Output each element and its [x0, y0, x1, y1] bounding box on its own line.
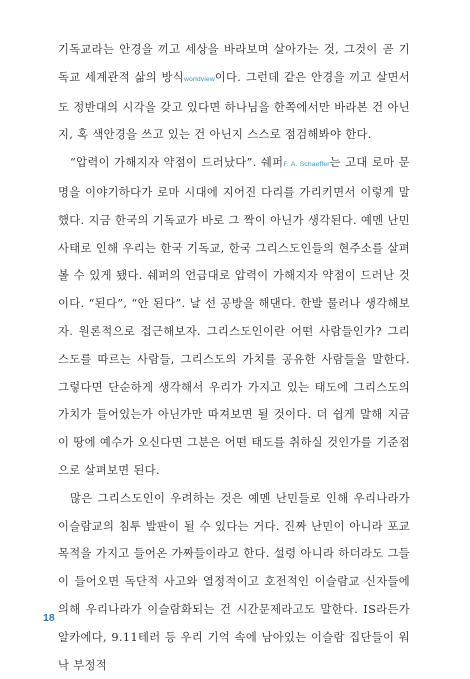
- page-body: [58, 36, 410, 679]
- page-number: 18: [43, 612, 55, 624]
- gloss-schaeffer: F. A. Schaeffer: [283, 161, 330, 169]
- paragraph-1: [58, 36, 410, 149]
- gloss-worldview: worldview: [184, 75, 215, 83]
- paragraph-1-text-a: 기독교라는 안경을 끼고 세상을 바라보며 살아가는 것, 그것이 곧 기독교 세계관적 삶의 방식: [58, 43, 410, 84]
- paragraph-3: 많은 그리스도인이 우려하는 것은 예멘 난민들로 인해 우리나라가 이슬람교의 침투 발판이 될 수 있다는 거다. 진짜 난민이 아니라 포교 목적을 가지고 들어온 가짜들이라고 한다. 설령 아니라 하더라도 그들이 들어오면 독단적 사고와 열정적이고 호전적인 이슬람교 신자들에 의해 우리나라가 이슬람화되는 건 시간문제라고도 말한다. IS라든가 알카에다, 9.11테러 등 우리 기억 속에 남아있는 이슬람 집단들이 워낙 부정적: [58, 491, 410, 672]
- paragraph-2-text-b: 는 고대 로마 문명을 이야기하다가 로마 시대에 지어진 다리를 가리키면서 이렇게 말했다. 지금 한국의 기독교가 바로 그 짝이 아닌가 생각된다. 예멘 난민 사태로 인해 우리는 한국 기독교, 한국 그리스도인들의 현주소를 살펴볼 수 있게 됐다. 쉐퍼의 언급대로 압력이 가해지자 약점이 드러난 것이다. “된다”, “안 된다”. 날 선 공방을 해댄다. 한발 물러나 생각해보자. 원론적으로 접근해보자. 그리스도인이란 어떤 사람들인가? 그리스도를 따르는 사람들, 그리스도의 가치를 공유한 사람들을 말한다. 그렇다면 단순하게 생각해서 우리가 가지고 있는 태도에 그리스도의 가치가 들어있는가 아닌가만 따져보면 될 것이다. 더 쉽게 말해 지금 이 땅에 예수가 오신다면 그분은 어떤 태도를 취하실 것인가를 기준점으로 살펴보면 된다.: [58, 156, 410, 477]
- paragraph-1-text-b: 이다. 그런데 같은 안경을 끼고 살면서도 정반대의 시각을 갖고 있다면 하나님을 한쪽에서만 바라본 건 아닌지, 혹 색안경을 쓰고 있는 건 아닌지 스스로 점검해봐야 한다.: [58, 70, 410, 142]
- paragraph-2: [58, 149, 410, 485]
- paragraph-2-text-a: “압력이 가해지자 약점이 드러났다”. 쉐퍼: [70, 156, 284, 170]
